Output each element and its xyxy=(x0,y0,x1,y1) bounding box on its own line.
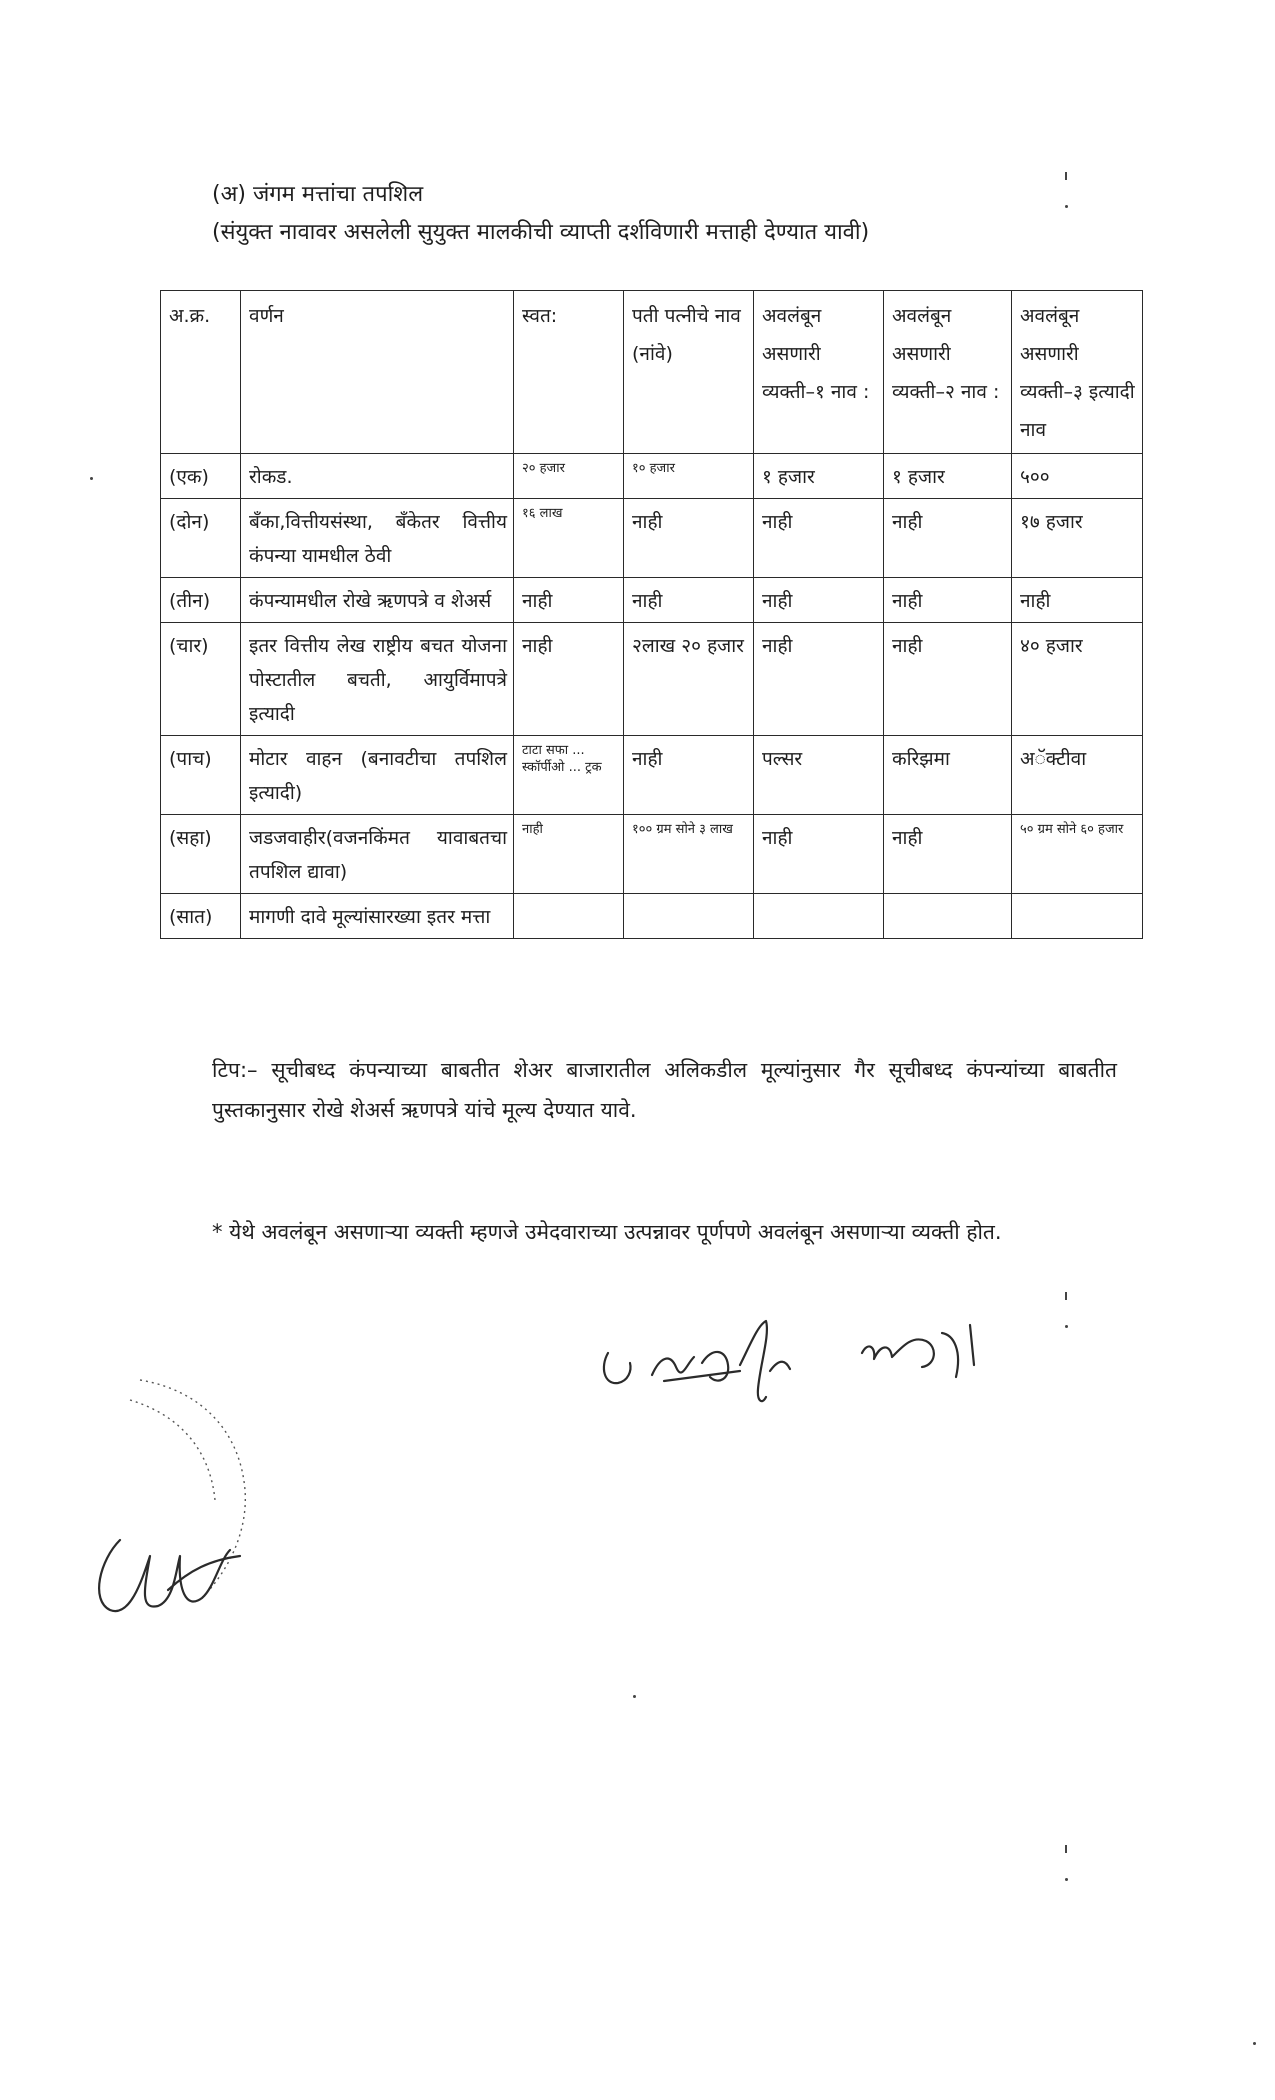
table-row xyxy=(161,454,1143,499)
signature-candidate xyxy=(590,1305,1010,1415)
cell-spouse: नाही xyxy=(624,736,754,815)
row-number: (दोन) xyxy=(161,499,241,578)
cell-spouse: १० हजार xyxy=(624,454,754,499)
scan-mark xyxy=(90,477,93,480)
row-description: रोकड. xyxy=(241,454,514,499)
scan-mark xyxy=(1065,1325,1068,1328)
table-row xyxy=(161,499,1143,578)
cell-self: नाही xyxy=(514,578,624,623)
scan-mark xyxy=(1065,1292,1067,1300)
cell-dependent-3: १७ हजार xyxy=(1012,499,1143,578)
table-row xyxy=(161,894,1143,939)
cell-dependent-3: अॅक्टीवा xyxy=(1012,736,1143,815)
cell-self: टाटा सफा ... स्कॉर्पीओ ... ट्रक xyxy=(514,736,624,815)
cell-dependent-2: १ हजार xyxy=(884,454,1012,499)
table-row xyxy=(161,578,1143,623)
cell-dependent-2: नाही xyxy=(884,578,1012,623)
cell-spouse: नाही xyxy=(624,578,754,623)
row-number: (सहा) xyxy=(161,815,241,894)
cell-spouse xyxy=(624,894,754,939)
row-description: जडजवाहीर(वजनकिंमत यावाबतचा तपशिल द्यावा) xyxy=(241,815,514,894)
header-self: स्वत: xyxy=(514,291,624,454)
cell-dependent-2: करिझमा xyxy=(884,736,1012,815)
header-description: वर्णन xyxy=(241,291,514,454)
scan-mark xyxy=(1065,172,1067,180)
cell-self: १६ लाख xyxy=(514,499,624,578)
cell-dependent-3: ४० हजार xyxy=(1012,623,1143,736)
table-header-row xyxy=(161,291,1143,454)
header-dependent-3: अवलंबून असणारी व्यक्ती–३ इत्यादी नाव xyxy=(1012,291,1143,454)
cell-dependent-2: नाही xyxy=(884,499,1012,578)
assets-table xyxy=(160,290,1143,939)
cell-dependent-1: नाही xyxy=(754,815,884,894)
cell-dependent-3: नाही xyxy=(1012,578,1143,623)
section-subtitle: (संयुक्त नावावर असलेली सुयुक्त मालकीची व्याप्ती दर्शविणारी मत्ताही देण्यात यावी) xyxy=(212,220,870,245)
cell-dependent-1: नाही xyxy=(754,499,884,578)
cell-dependent-1: १ हजार xyxy=(754,454,884,499)
row-number: (सात) xyxy=(161,894,241,939)
row-description: बँका,वित्तीयसंस्था, बँकेतर वित्तीय कंपन्या यामधील ठेवी xyxy=(241,499,514,578)
cell-dependent-1: नाही xyxy=(754,623,884,736)
cell-self: नाही xyxy=(514,623,624,736)
table-row xyxy=(161,815,1143,894)
cell-dependent-3 xyxy=(1012,894,1143,939)
row-description: मागणी दावे मूल्यांसारख्या इतर मत्ता xyxy=(241,894,514,939)
row-number: (तीन) xyxy=(161,578,241,623)
cell-dependent-1: पल्सर xyxy=(754,736,884,815)
cell-self xyxy=(514,894,624,939)
table-row xyxy=(161,736,1143,815)
row-number: (चार) xyxy=(161,623,241,736)
row-description: कंपन्यामधील रोखे ऋणपत्रे व शेअर्स xyxy=(241,578,514,623)
cell-dependent-1 xyxy=(754,894,884,939)
cell-self: २० हजार xyxy=(514,454,624,499)
row-number: (पाच) xyxy=(161,736,241,815)
cell-dependent-2 xyxy=(884,894,1012,939)
cell-self: नाही xyxy=(514,815,624,894)
table-row xyxy=(161,623,1143,736)
cell-spouse: २लाख २० हजार xyxy=(624,623,754,736)
cell-dependent-2: नाही xyxy=(884,623,1012,736)
cell-dependent-3: ५० ग्रम सोने ६० हजार xyxy=(1012,815,1143,894)
row-description: मोटार वाहन (बनावटीचा तपशिल इत्यादी) xyxy=(241,736,514,815)
row-number: (एक) xyxy=(161,454,241,499)
scan-mark xyxy=(1065,1878,1068,1881)
cell-dependent-3: ५०० xyxy=(1012,454,1143,499)
cell-spouse: नाही xyxy=(624,499,754,578)
header-serial: अ.क्र. xyxy=(161,291,241,454)
header-dependent-2: अवलंबून असणारी व्यक्ती–२ नाव : xyxy=(884,291,1012,454)
scan-mark xyxy=(1065,205,1068,208)
cell-dependent-2: नाही xyxy=(884,815,1012,894)
header-spouse: पती पत्नीचे नाव (नांवे) xyxy=(624,291,754,454)
official-signature-stamp xyxy=(80,1360,280,1660)
scan-mark xyxy=(1065,1845,1067,1853)
scan-mark xyxy=(1253,2042,1256,2045)
header-dependent-1: अवलंबून असणारी व्यक्ती–१ नाव : xyxy=(754,291,884,454)
footnote-dependents: * येथे अवलंबून असणाऱ्या व्यक्ती म्हणजे उमेदवाराच्या उत्पन्नावर पूर्णपणे अवलंबून असणाऱ्या व्यक्ती होत. xyxy=(212,1220,1002,1244)
scan-mark xyxy=(633,1695,636,1698)
cell-dependent-1: नाही xyxy=(754,578,884,623)
section-title: (अ) जंगम मत्तांचा तपशिल xyxy=(212,182,424,207)
footnote-listed-companies: टिप:– सूचीबध्द कंपन्याच्या बाबतीत शेअर बाजारातील अलिकडील मूल्यांनुसार गैर सूचीबध्द कंपन्यांच्या बाबतीत पुस्तकानुसार रोखे शेअर्स ऋणपत्रे यांचे मूल्य देण्यात यावे. xyxy=(212,1058,1117,1122)
cell-spouse: १०० ग्रम सोने ३ लाख xyxy=(624,815,754,894)
row-description: इतर वित्तीय लेख राष्ट्रीय बचत योजना पोस्टातील बचती, आयुर्विमापत्रे इत्यादी xyxy=(241,623,514,736)
